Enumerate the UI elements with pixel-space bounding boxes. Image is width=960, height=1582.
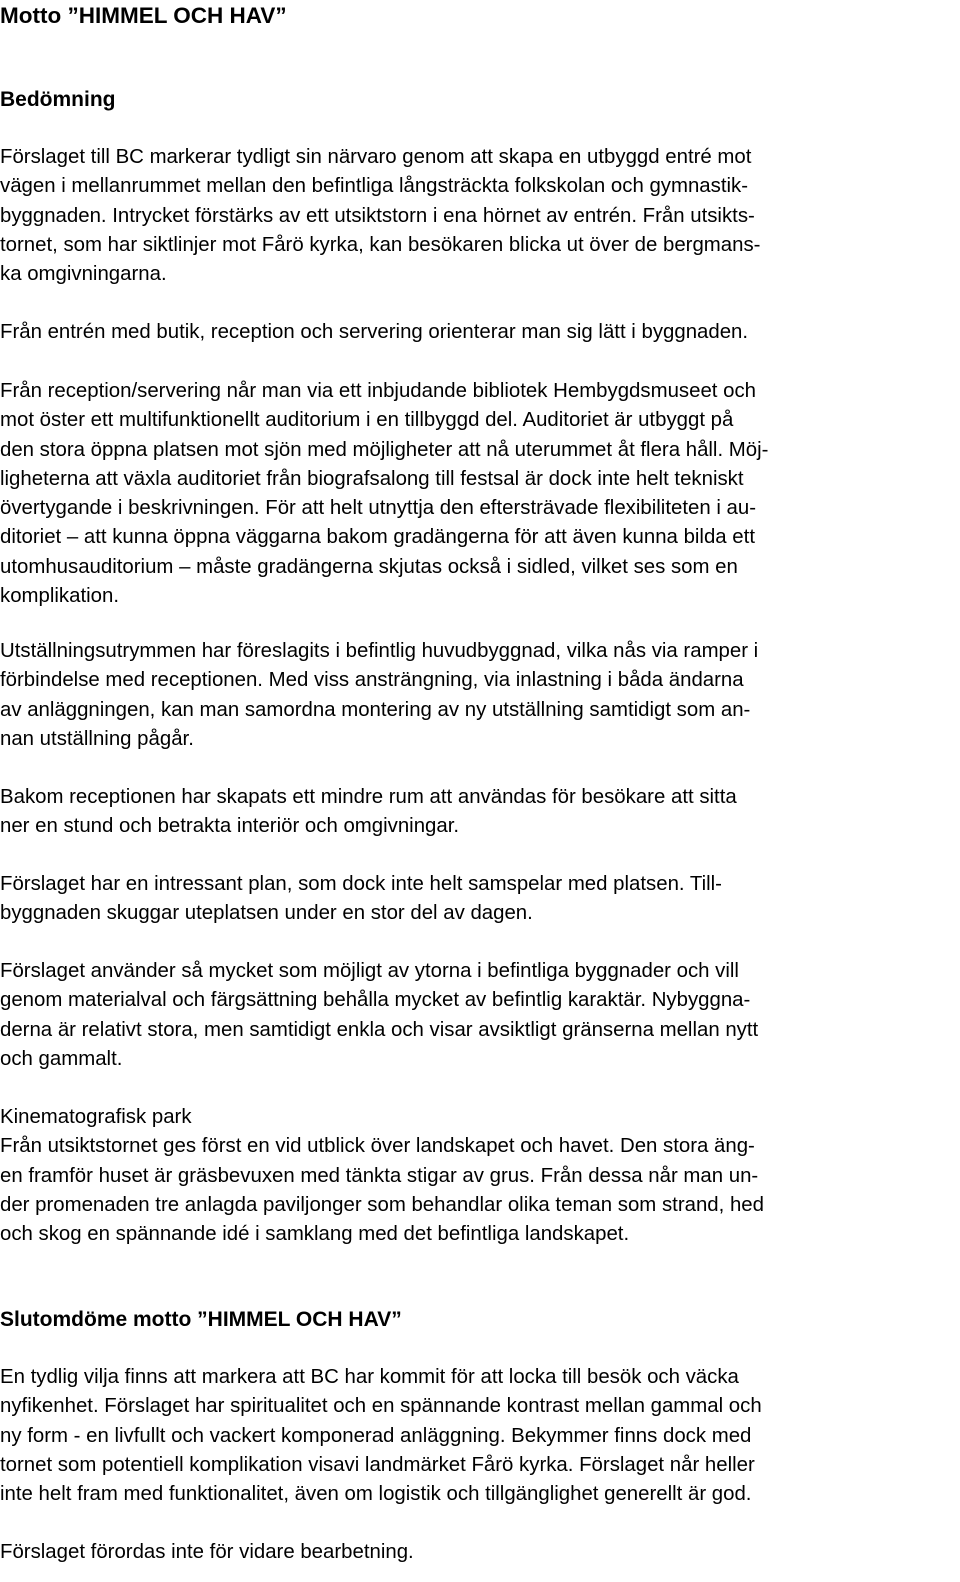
paragraph-auditorium <box>0 377 945 611</box>
text-line: ditoriet – att kunna öppna väggarna bakom gradängerna för att även kunna bilda ett <box>0 526 755 549</box>
text-line: ny form - en livfullt och vackert komponerad anläggning. Bekymmer finns dock med <box>0 1424 752 1447</box>
paragraph-slutomdome <box>0 1363 945 1509</box>
text-line: Förslaget använder så mycket som möjligt av ytorna i befintliga byggnader och vill <box>0 960 739 982</box>
text-line: ka omgivningarna. <box>0 263 167 286</box>
paragraph-befintliga-byggnader <box>0 957 945 1074</box>
text-line: komplikation. <box>0 585 119 608</box>
text-line: förbindelse med receptionen. Med viss ansträngning, via inlastning i båda ändarna <box>0 669 744 692</box>
text-line: övertygande i beskrivningen. För att helt utnyttja den eftersträvade flexibiliteten i au- <box>0 497 757 520</box>
text-line: ner en stund och betrakta interiör och omgivningar. <box>0 815 460 838</box>
text-line: Från utsiktstornet ges först en vid utblick över landskapet och havet. Den stora äng- <box>0 1135 755 1158</box>
text-line: tornet som potentiell komplikation visavi landmärket Fårö kyrka. Förslaget når heller <box>0 1453 755 1476</box>
text-line: byggnaden skuggar uteplatsen under en stor del av dagen. <box>0 902 533 925</box>
text-line: genom materialval och färgsättning behålla mycket av befintlig karaktär. Nybyggna- <box>0 989 751 1012</box>
paragraph-plan <box>0 870 945 929</box>
text-line: inte helt fram med funktionalitet, även om logistik och tillgänglighet generellt är god. <box>0 1483 752 1506</box>
text-line: och gammalt. <box>0 1047 123 1070</box>
text-line: Kinematografisk park <box>0 1106 192 1128</box>
paragraph-kinematografisk-park <box>0 1103 945 1249</box>
paragraph-receptionsrum <box>0 783 945 842</box>
text-line: Utställningsutrymmen har föreslagits i befintlig huvudbyggnad, vilka nås via ramper i <box>0 640 759 662</box>
heading-bedomning: Bedömning <box>0 88 116 111</box>
text-line: nyfikenhet. Förslaget har spiritualitet och en spännande kontrast mellan gammal och <box>0 1395 762 1418</box>
text-line: Från entrén med butik, reception och servering orienterar man sig lätt i byggnaden. <box>0 321 749 343</box>
text-line: av anläggningen, kan man samordna montering av ny utställning samtidigt som an- <box>0 698 751 721</box>
text-line: vägen i mellanrummet mellan den befintliga långsträckta folkskolan och gymnastik- <box>0 175 749 198</box>
text-line: byggnaden. Intrycket förstärks av ett utsiktstorn i ena hörnet av entrén. Från utsikts- <box>0 204 755 227</box>
text-line: Från reception/servering når man via ett inbjudande bibliotek Hembygdsmuseet och <box>0 380 756 402</box>
paragraph-orientering <box>0 318 945 347</box>
text-line: Förslaget till BC markerar tydligt sin närvaro genom att skapa en utbyggd entré mot <box>0 146 752 168</box>
text-line: En tydlig vilja finns att markera att BC har kommit för att locka till besök och väcka <box>0 1366 739 1388</box>
text-line: Förslaget har en intressant plan, som dock inte helt samspelar med platsen. Till- <box>0 873 722 895</box>
paragraph-beslut <box>0 1538 945 1567</box>
text-line: tornet, som har siktlinjer mot Fårö kyrka, kan besökaren blicka ut över de bergmans- <box>0 233 761 256</box>
heading-slutomdome: Slutomdöme motto ”HIMMEL OCH HAV” <box>0 1308 402 1331</box>
paragraph-entre <box>0 143 945 289</box>
text-line: mot öster ett multifunktionellt auditorium i en tillbyggd del. Auditoriet är utbyggt på <box>0 409 734 432</box>
text-line: ligheterna att växla auditoriet från biografsalong till festsal är dock inte helt tekniskt <box>0 467 744 490</box>
text-line: Förslaget förordas inte för vidare bearbetning. <box>0 1541 414 1563</box>
text-line: utomhusauditorium – måste gradängerna skjutas också i sidled, vilket ses som en <box>0 555 738 578</box>
text-line: och skog en spännande idé i samklang med det befintliga landskapet. <box>0 1223 630 1246</box>
text-line: der promenaden tre anlagda paviljonger som behandlar olika teman som strand, hed <box>0 1193 764 1216</box>
text-line: en framför huset är gräsbevuxen med tänkta stigar av grus. Från dessa når man un- <box>0 1164 759 1187</box>
document-title: Motto ”HIMMEL OCH HAV” <box>0 3 287 28</box>
paragraph-utstallning <box>0 637 945 754</box>
text-line: den stora öppna platsen mot sjön med möjligheter att nå uterummet åt flera håll. Möj- <box>0 438 769 461</box>
text-line: nan utställning pågår. <box>0 727 194 750</box>
text-line: Bakom receptionen har skapats ett mindre rum att användas för besökare att sitta <box>0 786 737 808</box>
text-line: derna är relativt stora, men samtidigt enkla och visar avsiktligt gränserna mellan nytt <box>0 1018 759 1041</box>
